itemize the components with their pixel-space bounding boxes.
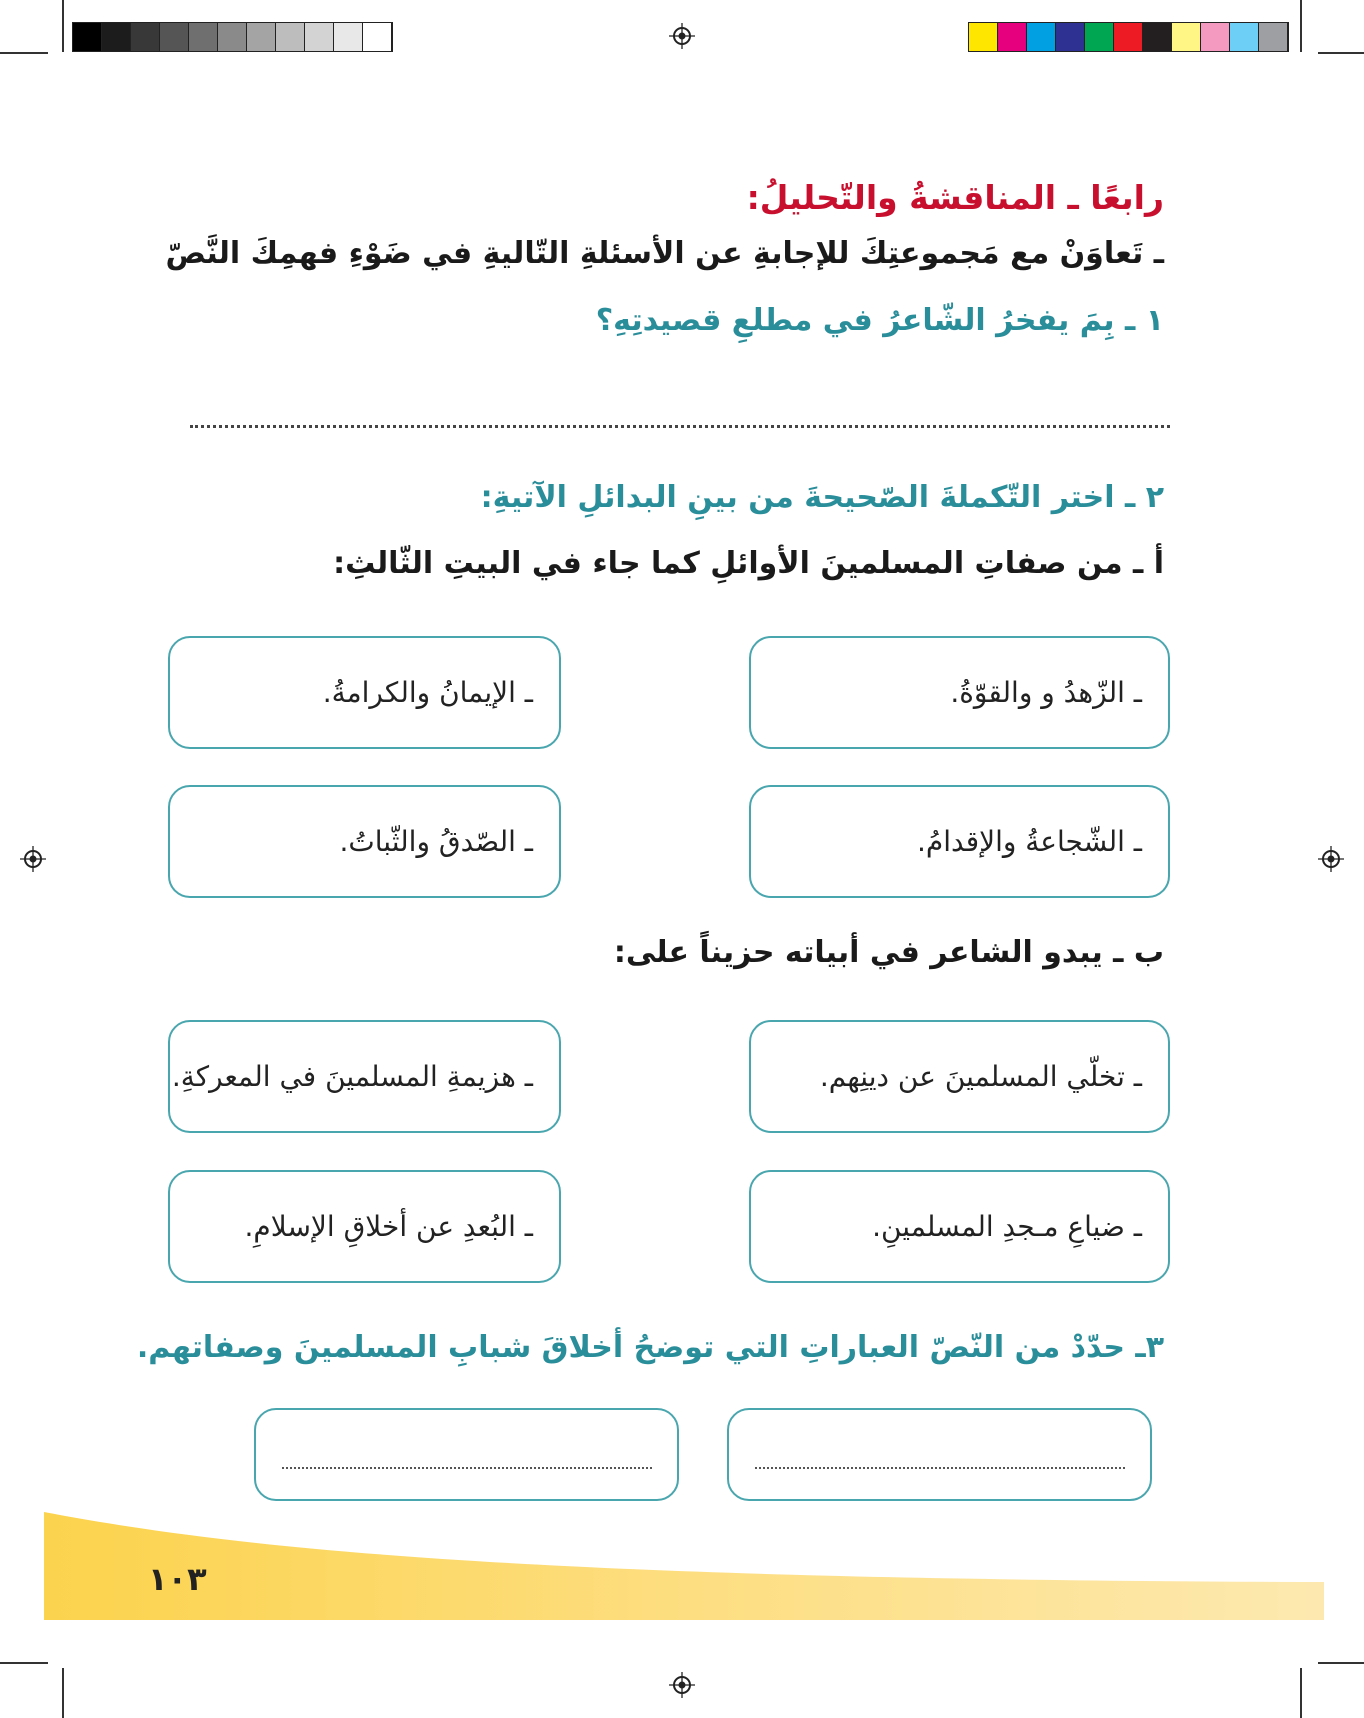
choice-label: ـ الصّدقُ والثّباتُ. xyxy=(339,825,533,858)
answer-box-left[interactable] xyxy=(254,1408,679,1501)
question-2: ٢ ـ اختر التّكملةَ الصّحيحةَ من بينِ البدائلِ الآتيةِ: xyxy=(480,480,1164,515)
choice-2a-3[interactable] xyxy=(749,785,1170,898)
choice-label: ـ الشّجاعةُ والإقدامُ. xyxy=(917,825,1142,858)
choice-2b-2[interactable] xyxy=(168,1020,561,1133)
crop-mark xyxy=(1300,0,1302,52)
choice-2a-4[interactable] xyxy=(168,785,561,898)
crop-mark xyxy=(62,1668,64,1718)
choice-2a-1[interactable] xyxy=(749,636,1170,749)
choice-2a-2[interactable] xyxy=(168,636,561,749)
answer-dotted-line xyxy=(282,1467,652,1469)
choice-2b-1[interactable] xyxy=(749,1020,1170,1133)
crop-mark xyxy=(1300,1668,1302,1718)
section-instruction: ـ تَعاوَنْ مع مَجموعتِكَ للإجابةِ عن الأسئلةِ التّاليةِ في ضَوْءِ فهمِكَ النَّصّ xyxy=(165,236,1164,271)
color-calibration-bar xyxy=(968,22,1289,52)
answer-box-right[interactable] xyxy=(727,1408,1152,1501)
question-3: ٣ـ حدّدْ من النّصّ العباراتِ التي توضحُ أخلاقَ شبابِ المسلمينَ وصفاتهم. xyxy=(136,1330,1164,1365)
choice-label: ـ ضياعِ مـجدِ المسلمينِ. xyxy=(872,1210,1142,1243)
question-2b: ب ـ يبدو الشاعر في أبياته حزيناً على: xyxy=(613,935,1164,970)
footer-band xyxy=(44,1510,1324,1620)
choice-label: ـ البُعدِ عن أخلاقِ الإسلامِ. xyxy=(244,1210,533,1243)
choice-2b-3[interactable] xyxy=(749,1170,1170,1283)
crop-mark xyxy=(62,0,64,52)
page-number: ١٠٣ xyxy=(148,1560,207,1598)
question-1: ١ ـ بِمَ يفخرُ الشّاعرُ في مطلعِ قصيدتِهِ؟ xyxy=(595,303,1164,338)
choice-label: ـ تخلّي المسلمينَ عن دينِهم. xyxy=(819,1060,1142,1093)
choice-label: ـ هزيمةِ المسلمينَ في المعركةِ. xyxy=(171,1060,533,1093)
crop-mark xyxy=(0,52,48,54)
answer-dotted-line xyxy=(755,1467,1125,1469)
question-2a: أ ـ من صفاتِ المسلمينَ الأوائلِ كما جاء في البيتِ الثّالثِ: xyxy=(333,546,1164,581)
crop-mark xyxy=(0,1662,48,1664)
registration-mark-icon xyxy=(1318,846,1344,872)
choice-2b-4[interactable] xyxy=(168,1170,561,1283)
choice-label: ـ الزّهدُ و والقوّةُ. xyxy=(950,676,1142,709)
choice-label: ـ الإيمانُ والكرامةُ. xyxy=(322,676,533,709)
registration-mark-icon xyxy=(669,23,695,49)
crop-mark xyxy=(1318,52,1364,54)
crop-mark xyxy=(1318,1662,1364,1664)
registration-mark-icon xyxy=(20,846,46,872)
section-title: رابعًا ـ المناقشةُ والتّحليلُ: xyxy=(746,178,1164,217)
registration-mark-icon xyxy=(669,1672,695,1698)
grayscale-calibration-bar xyxy=(72,22,393,52)
answer-line-q1[interactable] xyxy=(190,425,1170,428)
